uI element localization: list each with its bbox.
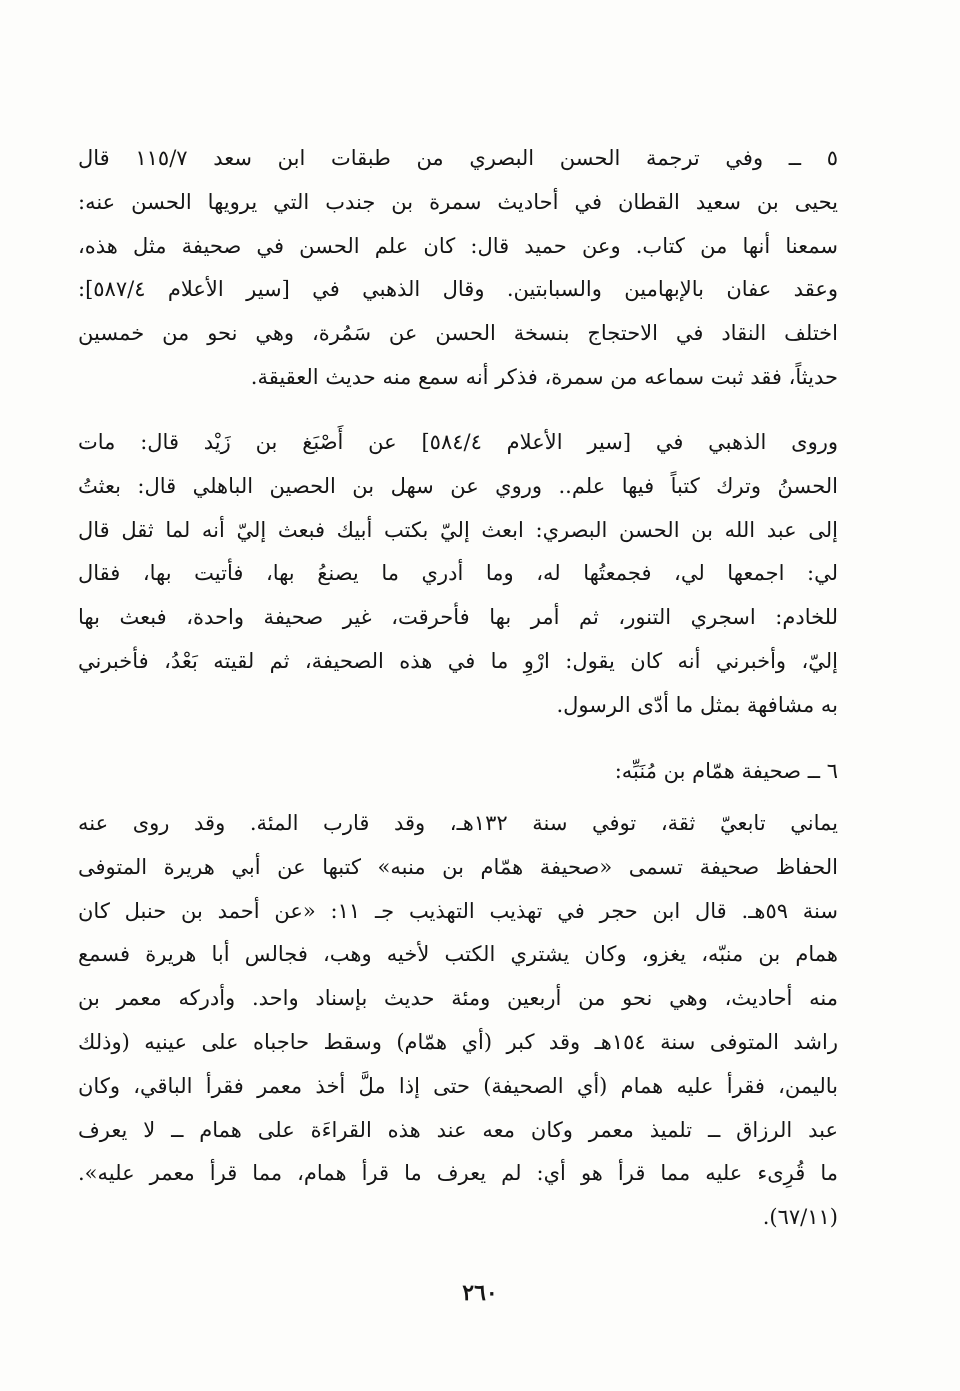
text-line: يحيى بن سعيد القطان في أحاديث سمرة بن جندب التي يرويها الحسن عنه: — [78, 189, 838, 214]
page-number: ٢٦٠ — [462, 1280, 498, 1306]
text-line: للخادم: اسجري التنور، ثم أمر بها فأحرقت، غير صحيفة واحدة، فبعث بها — [78, 605, 838, 630]
text-line: باليمن، فقرأ عليه همام (أي الصحيفة) حتى إذا ملَّ أخذ معمر فقرأ الباقي، وكان — [78, 1073, 838, 1098]
text-line: اختلف النقاد في الاحتجاج بنسخة الحسن عن سَمُرة، وهي نحو من خمسين — [78, 321, 838, 346]
paragraph-6-hammam — [78, 802, 838, 1240]
paragraph-dhahabi-narration — [78, 421, 838, 728]
section-heading-6 — [78, 750, 838, 794]
paragraph-5-hasan-basri — [78, 137, 838, 400]
text-line: ٥ ــ وفي ترجمة الحسن البصري من طبقات ابن سعد ١١٥/٧ قال — [78, 146, 838, 170]
text-line: لي: اجمعها لي، فجمعتُها له، وما أدري ما يصنعُ بها، فأتيت بها، فقال — [78, 561, 838, 586]
text-line: يماني تابعيّ ثقة، توفي سنة ١٣٢هـ، وقد قارب المئة. وقد روى عنه — [78, 811, 838, 835]
text-line: همام بن منبّه، يغزو، وكان يشتري الكتب لأخيه وهب، فجالس أبا هريرة فسمع — [78, 942, 838, 967]
text-line: سنة ٥٩هـ. قال ابن حجر في تهذيب التهذيب جـ ١١: «عن أحمد بن حنبل كان — [78, 898, 838, 923]
section-heading-text: ٦ ــ صحيفة همّام بن مُنَبِّه: — [614, 759, 838, 783]
text-line: ما قُرِىء عليه مما قرأ هو أي: لم يعرف ما قرأ همام، مما قرأ معمر عليه». — [78, 1161, 838, 1186]
text-line: به مشافهة بمثل ما أدّى الرسول. — [556, 692, 838, 717]
text-line: إلى عبد الله بن الحسن البصري: ابعث إليّ بكتب أبيك فبعث إليّ أنه لما ثقل قال — [78, 517, 838, 542]
text-line: وروى الذهبي في [سير الأعلام ٥٨٤/٤] عن أَصْبَغ بن زَيْد قال: مات — [78, 430, 838, 454]
text-line: حديثاً، فقد ثبت سماعه من سمرة، فذكر أنه سمع منه حديث العقيقة. — [250, 364, 838, 389]
text-line: الحسنُ وترك كتباً فيها علم.. وروي عن سهل بن الحصين الباهلي قال: بعثتُ — [78, 473, 838, 498]
text-line: راشد المتوفى سنة ١٥٤هـ وقد كبر (أي همّام) وسقط حاجباه على عينيه (وذلك — [78, 1029, 838, 1054]
text-line: (٦٧/١١). — [762, 1205, 838, 1230]
text-line: الحفاظ صحيفة تسمى «صحيفة همّام بن منبه» كتبها عن أبي هريرة المتوفى — [78, 854, 838, 879]
text-line: وعقد عفان بالإبهامين والسبابتين. وقال الذهبي في [سير الأعلام ٥٨٧/٤]: — [78, 277, 838, 302]
text-line: إليّ، وأخبرني أنه كان يقول: ارْوِ ما في هذه الصحيفة، ثم لقيته بَعْدُ، فأخبرني — [78, 648, 838, 673]
text-line: منه أحاديث، وهي نحو من أربعين ومئة حديث بإسناد واحد. وأدركه معمر بن — [78, 986, 838, 1011]
text-line: سمعنا أنها من كتاب. وعن حميد قال: كان علم الحسن في صحيفة مثل هذه، — [78, 233, 838, 258]
text-line: عبد الرزاق ــ تلميذ معمر وكان معه عند هذه القراءَة على همام ــ لا يعرف — [78, 1117, 838, 1142]
